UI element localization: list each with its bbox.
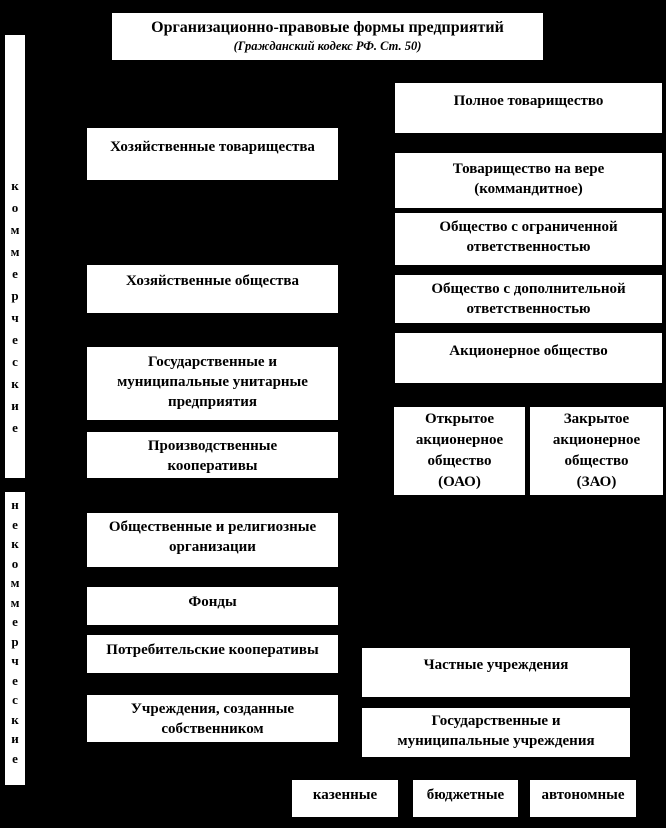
- node-full-partnership: Полное товарищество: [395, 83, 662, 133]
- node-limited-liability-company: Общество с ограниченной ответственностью: [395, 213, 662, 265]
- node-state-municipal-institutions: Государственные и муниципальные учреждения: [362, 708, 630, 757]
- node-state-municipal-unitary-enterprises: Государственные и муниципальные унитарные предприятия: [87, 347, 338, 420]
- commercial-group-strip: к о м м е р ч е с к и е: [5, 35, 25, 478]
- node-open-joint-stock-company: Открытое акционерное общество (ОАО): [394, 407, 525, 495]
- node-additional-liability-company: Общество с дополнительной ответственностью: [395, 275, 662, 323]
- node-consumer-cooperatives: Потребительские кооперативы: [87, 635, 338, 673]
- node-limited-partnership: Товарищество на вере (коммандитное): [395, 153, 662, 208]
- node-foundations: Фонды: [87, 587, 338, 625]
- node-economic-companies: Хозяйственные общества: [87, 265, 338, 313]
- node-autonomous-institutions: автономные: [530, 780, 636, 817]
- node-public-religious-organizations: Общественные и религиозные организации: [87, 513, 338, 567]
- diagram-title: Организационно-правовые формы предприятий: [151, 19, 504, 36]
- node-joint-stock-company: Акционерное общество: [395, 333, 662, 383]
- node-production-cooperatives: Производственные кооперативы: [87, 432, 338, 478]
- node-owner-created-institutions: Учреждения, созданные собственником: [87, 695, 338, 742]
- node-closed-joint-stock-company: Закрытое акционерное общество (ЗАО): [530, 407, 663, 495]
- node-private-institutions: Частные учреждения: [362, 648, 630, 697]
- title-box: [112, 13, 543, 60]
- node-state-owned-institutions: казенные: [292, 780, 398, 817]
- noncommercial-group-strip: н е к о м м е р ч е с к и е: [5, 492, 25, 785]
- diagram-subtitle: (Гражданский кодекс РФ. Ст. 50): [233, 39, 422, 53]
- node-budgetary-institutions: бюджетные: [413, 780, 518, 817]
- node-economic-partnerships: Хозяйственные товарищества: [87, 128, 338, 180]
